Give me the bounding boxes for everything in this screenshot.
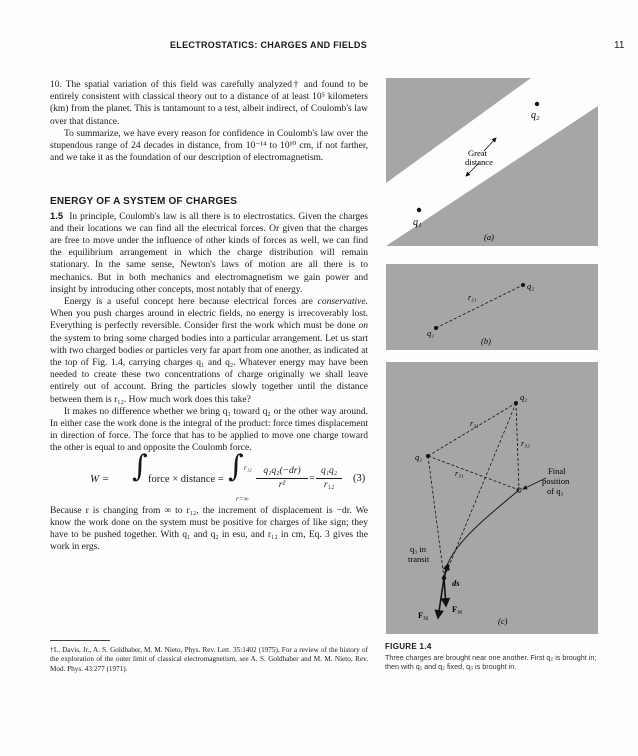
equation-3 <box>50 448 368 503</box>
charge-q1-dot-b <box>434 326 438 330</box>
equation-integral-text: force × distance = <box>148 473 224 485</box>
charge-q2-dot <box>535 102 539 106</box>
label-q1-c: q₁ <box>415 452 423 462</box>
equation-lhs: W = <box>90 472 110 485</box>
integral-sign-2: ∫ <box>228 448 244 484</box>
integral-sign: ∫ <box>132 448 148 484</box>
label-distance: distance <box>465 157 493 167</box>
footnote-rule <box>50 640 110 641</box>
paragraph-2: To summarize, we have every reason for confidence in Coulomb's law over the stupendous range of 24 decades in distance, from 10⁻¹⁴ to 10¹⁰ cm, if not farther, and we take it as the foundation of our description of electromagnetism. <box>50 128 368 164</box>
running-header: ELECTROSTATICS: CHARGES AND FIELDS <box>170 40 368 50</box>
label-r21-b: r₂₁ <box>468 293 477 302</box>
label-of-q3: of q₃ <box>547 486 564 496</box>
label-r21-c: r₂₁ <box>470 419 479 428</box>
label-r32: r₃₂ <box>521 439 530 448</box>
panel-b <box>386 264 598 350</box>
charge-q2-dot-c <box>514 401 518 405</box>
charge-q1-dot-c <box>426 454 430 458</box>
equation-number: (3) <box>353 472 366 484</box>
label-position: position <box>542 476 570 486</box>
panel-c-background <box>386 362 598 634</box>
emphasis-on: on <box>358 321 368 332</box>
charge-q1-dot <box>417 208 421 212</box>
label-r31: r₃₁ <box>455 469 464 478</box>
result-denominator: r₁₂ <box>323 479 335 490</box>
paragraph-3-text: In principle, Coulomb's law is all there is to electrostatics. Given the charges and their locations we can find all the electrical forces. Or given that the charges are free to move under the influence of other kinds of forces as well, we can find the equilibrium arrangement in which the charge distribution will remain stationary. In the same sense, Newton's laws of motion are all there is to mechanics. But in both mechanics and electromagnetism we gain power and insight by introducing other concepts, most notably that of energy. <box>50 211 368 295</box>
paragraph-6: Because r is changing from ∞ to r₁₂, the increment of displacement is −dr. We know the work done on the system must be positive for charges of like sign; they have to be pushed together. With q₁ and q₂ in esu, and r₁₂ in cm, Eq. 3 gives the work in ergs. <box>50 505 368 553</box>
label-q2: q₂ <box>531 110 540 121</box>
emphasis-conservative: conservative. <box>317 297 368 308</box>
figure-caption: Three charges are brought near one another. First q₂ is brought in; then with q₁ and q₂ fixed, q₃ is brought in. <box>385 653 597 672</box>
label-q1: q₁ <box>413 217 422 228</box>
main-text-column <box>50 79 368 554</box>
upper-limit: r₁₂ <box>244 463 252 472</box>
label-q1-b: q₁ <box>427 328 435 338</box>
paragraph-1: 10. The spatial variation of this field was carefully analyzed† and found to be entirely consistent with classical theory out to a distance of at least 10⁵ kilometers (km) from the planet. This is tantamount to a test, albeit indirect, of Coulomb's law over that distance. <box>50 80 368 127</box>
figure-1-4 <box>386 78 598 634</box>
section-heading: ENERGY OF A SYSTEM OF CHARGES <box>50 196 238 208</box>
panel-c <box>386 362 598 634</box>
label-final: Final <box>548 466 566 476</box>
footnote: †L. Davis, Jr., A. S. Goldhaber, M. M. Nieto, Phys. Rev. Lett. 35:1402 (1975). For a review of the history of the exploration of the outer limit of classical electromagnetism, see A. S. Goldhaber and M. M. Nieto, Rev. Mod. Phys. 43:277 (1971). <box>50 646 368 673</box>
panel-b-background <box>386 264 598 350</box>
label-q3-in: q₃ in <box>410 544 426 554</box>
paragraph-3 <box>50 211 368 296</box>
result-fraction <box>316 465 342 491</box>
label-great: Great <box>468 148 487 158</box>
paragraph-4: Energy is a useful concept here because electrical forces are conservative. When you push charges around in electric fields, no energy is irrecoverably lost. Everything is perfectly reversible. Consider first the work which must be done on the system to bring some charged bodies into a particular arrangement. Let us start with two charged bodies or particles very far apart from one another, as indicated at the top of Fig. 1.4, carrying charges q₁ and q₂. Whatever energy may have been needed to create these two concentrations of charge originally we shall leave entirely out of account. Bring the particles slowly together until the distance between them is r₁₂. How much work does this take? <box>50 297 368 405</box>
subsection-number: 1.5 <box>50 210 64 222</box>
equals-sign: = <box>309 472 315 484</box>
page-number: 11 <box>614 40 625 51</box>
integrand-numerator: q₁q₂(−dr) <box>256 465 308 479</box>
paragraph-5: It makes no difference whether we bring q₁ toward q₂ or the other way around. In either case the work done is the integral of the product: force times displacement in direction of force. The force that has to be applied to move one charge toward the other is equal to and opposite the Coulomb force. <box>50 406 368 454</box>
panel-b-label: (b) <box>481 336 491 346</box>
lower-limit: r=∞ <box>236 494 249 503</box>
charge-q2-dot-b <box>521 283 525 287</box>
charge-q3-transit-dot <box>442 576 446 580</box>
panel-a <box>386 78 598 246</box>
panel-a-label: (a) <box>484 232 494 242</box>
label-transit: transit <box>408 554 430 564</box>
result-numerator: q₁q₂ <box>316 465 342 479</box>
panel-c-label: (c) <box>498 616 508 626</box>
label-q2-c: q₂ <box>520 392 528 402</box>
label-q2-b: q₂ <box>527 281 535 291</box>
label-ds: ds <box>452 578 460 588</box>
label-f31: F₃₁ <box>452 604 463 614</box>
figure-title: FIGURE 1.4 <box>385 642 432 651</box>
integrand-fraction <box>256 465 308 491</box>
label-f32: F₃₂ <box>418 610 429 620</box>
integrand-denominator: r² <box>278 479 286 490</box>
